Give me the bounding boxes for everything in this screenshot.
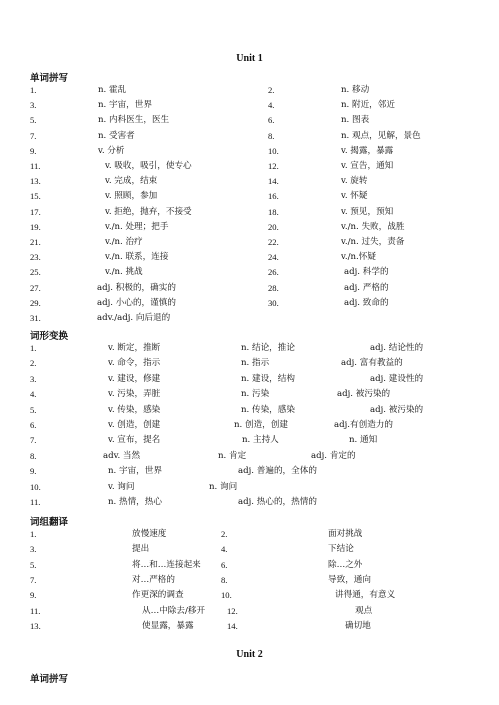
item-text: v. 拒绝，抛弃，不接受	[105, 206, 192, 217]
item-number: 29.	[30, 297, 41, 308]
form-verb: v. 宣布，提名	[108, 435, 161, 446]
form-adj: adj. 被污染的	[370, 404, 424, 415]
form-noun: n. 创造，创建	[234, 420, 288, 430]
form-noun: adj. 热心的，热情的	[238, 497, 317, 507]
item-number: 1.	[30, 85, 37, 95]
item-number: 2.	[268, 85, 275, 95]
item-text: v./n. 失败，战胜	[341, 221, 405, 232]
item-text: n. 霍乱	[98, 85, 127, 95]
item-text: v. 旋转	[341, 176, 368, 187]
item-text: adj. 积极的，确实的	[97, 282, 176, 293]
phrase-row	[0, 604, 499, 618]
spelling-row	[0, 189, 499, 203]
form-verb: v. 污染，弄脏	[108, 389, 161, 400]
item-text: v./n. 联系，连接	[105, 252, 169, 263]
phrases-heading: 词组翻译	[30, 517, 69, 528]
item-text: n. 观点，见解，景色	[341, 130, 421, 141]
item-number: 11.	[30, 497, 41, 507]
spelling-row	[0, 311, 499, 325]
item-number: 6.	[30, 420, 37, 430]
form-verb: n. 宇宙，世界	[108, 466, 162, 477]
form-adj: adj. 被污染的	[337, 389, 391, 400]
item-text: v./n.怀疑	[341, 252, 376, 263]
item-text: v. 怀疑	[341, 191, 368, 202]
item-number: 10.	[221, 590, 232, 601]
item-text: v. 吸收，吸引，使专心	[105, 161, 192, 171]
item-number: 18.	[268, 206, 279, 217]
forms-row	[0, 387, 499, 401]
spelling-row	[0, 129, 499, 143]
item-number: 25.	[30, 267, 41, 278]
spelling-row	[0, 250, 499, 264]
item-number: 12.	[268, 161, 279, 171]
item-text: adj. 致命的	[344, 297, 389, 308]
item-number: 6.	[268, 115, 275, 126]
phrase-text: 面对挑战	[328, 529, 363, 539]
spelling-row	[0, 281, 499, 295]
phrase-text: 作更深的调查	[132, 590, 184, 601]
spelling-row	[0, 144, 499, 158]
item-number: 6.	[221, 559, 228, 570]
spelling-row	[0, 159, 499, 173]
item-number: 17.	[30, 206, 41, 217]
form-adj: adj. 富有教益的	[341, 358, 403, 369]
item-number: 20.	[268, 221, 279, 232]
form-verb: v. 询问	[108, 481, 135, 492]
item-number: 9.	[30, 466, 37, 477]
phrase-row	[0, 619, 499, 633]
spelling-heading: 单词拼写	[30, 73, 69, 84]
spelling-row	[0, 296, 499, 310]
item-text: v. 分析	[98, 145, 125, 156]
item-number: 4.	[30, 389, 37, 400]
item-text: n. 内科医生，医生	[98, 115, 170, 126]
form-verb: v. 断定，推断	[108, 343, 161, 353]
form-adj: adj. 肯定的	[311, 450, 356, 461]
item-text: v. 预见，预知	[341, 206, 394, 217]
form-adj: adj. 建设性的	[370, 373, 424, 384]
item-number: 1.	[30, 529, 37, 539]
item-text: n. 附近，邻近	[341, 100, 395, 111]
forms-row	[0, 480, 499, 494]
item-number: 14.	[268, 176, 279, 187]
form-noun: adj. 普遍的，全体的	[238, 466, 317, 477]
item-number: 10.	[30, 481, 41, 492]
item-text: n. 图表	[341, 115, 370, 126]
form-noun: n. 肯定	[218, 450, 247, 461]
form-noun: n. 污染	[241, 389, 270, 400]
item-number: 23.	[30, 252, 41, 263]
form-noun: n. 结论，推论	[241, 343, 295, 353]
form-adj: adj.有创造力的	[334, 420, 393, 430]
item-text: adj. 科学的	[344, 267, 389, 278]
phrase-text: 对…严格的	[132, 574, 175, 585]
item-number: 27.	[30, 282, 41, 293]
forms-row	[0, 449, 499, 463]
spelling-row	[0, 205, 499, 219]
item-number: 9.	[30, 590, 37, 601]
item-text: v./n. 处理；把手	[105, 221, 169, 232]
item-number: 2.	[221, 529, 228, 539]
spelling-row	[0, 265, 499, 279]
phrase-text: 将…和…连接起来	[132, 559, 201, 570]
unit2-spelling-heading: 单词拼写	[30, 674, 69, 685]
phrase-row	[0, 542, 499, 556]
item-number: 8.	[268, 130, 275, 141]
item-text: n. 受害者	[98, 130, 135, 141]
spelling-row	[0, 83, 499, 97]
phrase-row	[0, 588, 499, 602]
form-noun: n. 指示	[241, 358, 270, 369]
phrase-row	[0, 558, 499, 572]
spelling-row	[0, 98, 499, 112]
form-adj: n. 通知	[349, 435, 378, 446]
phrase-text: 放慢速度	[132, 529, 167, 539]
form-verb: v. 建设，修建	[108, 373, 161, 384]
item-number: 7.	[30, 130, 37, 141]
item-number: 22.	[268, 237, 279, 247]
item-number: 5.	[30, 115, 37, 126]
item-number: 3.	[30, 100, 37, 111]
item-number: 30.	[268, 297, 279, 308]
forms-row	[0, 403, 499, 417]
item-text: adj. 严格的	[344, 282, 389, 293]
item-number: 26.	[268, 267, 279, 278]
phrase-text: 确切地	[345, 620, 371, 631]
item-number: 19.	[30, 221, 41, 232]
item-number: 11.	[30, 605, 41, 616]
item-text: n. 宇宙，世界	[98, 100, 152, 111]
item-text: v. 照顾，参加	[105, 191, 158, 202]
phrase-text: 使显露，暴露	[142, 620, 194, 631]
forms-row	[0, 356, 499, 370]
form-noun: n. 主持人	[242, 435, 279, 446]
form-verb: v. 传染，感染	[108, 404, 161, 415]
item-number: 24.	[268, 252, 279, 263]
forms-row	[0, 433, 499, 447]
item-text: adv./adj. 向后退的	[97, 313, 171, 323]
form-verb: v. 创造，创建	[108, 420, 161, 430]
spelling-row	[0, 220, 499, 234]
form-noun: n. 传染，感染	[241, 404, 295, 415]
item-number: 13.	[30, 176, 41, 187]
item-number: 12.	[227, 605, 238, 616]
form-noun: n. 建设，结构	[241, 373, 295, 384]
item-number: 5.	[30, 559, 37, 570]
phrase-text: 从…中除去/移开	[142, 605, 206, 616]
item-number: 21.	[30, 237, 41, 247]
unit2-title: Unit 2	[236, 649, 263, 660]
item-text: v./n. 过失，责备	[341, 237, 405, 247]
item-number: 3.	[30, 373, 37, 384]
unit1-title: Unit 1	[236, 53, 263, 64]
item-number: 5.	[30, 404, 37, 415]
item-number: 31.	[30, 313, 41, 323]
forms-row	[0, 372, 499, 386]
item-number: 13.	[30, 620, 41, 631]
phrase-text: 观点	[355, 605, 373, 616]
item-number: 1.	[30, 343, 37, 353]
item-number: 14.	[227, 620, 238, 631]
item-text: n. 移动	[341, 85, 370, 95]
item-number: 3.	[30, 544, 37, 555]
item-text: v. 揭露，暴露	[341, 145, 394, 156]
item-text: v. 完成，结束	[105, 176, 158, 187]
forms-heading: 词形变换	[30, 331, 69, 342]
item-number: 11.	[30, 161, 41, 171]
item-number: 8.	[30, 450, 37, 461]
item-text: adj. 小心的，谨慎的	[97, 297, 176, 308]
phrase-text: 讲得通，有意义	[335, 590, 396, 601]
item-text: v./n. 挑战	[105, 267, 143, 278]
item-number: 8.	[221, 574, 228, 585]
item-number: 15.	[30, 191, 41, 202]
item-number: 7.	[30, 435, 37, 446]
item-text: v./n. 治疗	[105, 237, 143, 247]
forms-row	[0, 418, 499, 432]
forms-row	[0, 495, 499, 509]
phrase-text: 导致，通向	[328, 574, 371, 585]
forms-row	[0, 341, 499, 355]
item-number: 4.	[221, 544, 228, 555]
phrase-row	[0, 573, 499, 587]
spelling-row	[0, 113, 499, 127]
spelling-row	[0, 235, 499, 249]
item-number: 7.	[30, 574, 37, 585]
item-number: 9.	[30, 145, 37, 156]
item-text: v. 宣告，通知	[341, 161, 394, 171]
form-verb: n. 热情，热心	[108, 497, 162, 507]
phrase-text: 下结论	[328, 544, 354, 555]
phrase-row	[0, 527, 499, 541]
item-number: 28.	[268, 282, 279, 293]
form-verb: v. 命令，指示	[108, 358, 161, 369]
form-verb: adv. 当然	[103, 450, 141, 461]
form-adj: adj. 结论性的	[370, 343, 424, 353]
item-number: 2.	[30, 358, 37, 369]
item-number: 10.	[268, 145, 279, 156]
phrase-text: 提出	[132, 544, 150, 555]
item-number: 4.	[268, 100, 275, 111]
forms-row	[0, 464, 499, 478]
form-noun: n. 询问	[209, 481, 238, 492]
item-number: 16.	[268, 191, 279, 202]
phrase-text: 除…之外	[328, 559, 363, 570]
spelling-row	[0, 174, 499, 188]
